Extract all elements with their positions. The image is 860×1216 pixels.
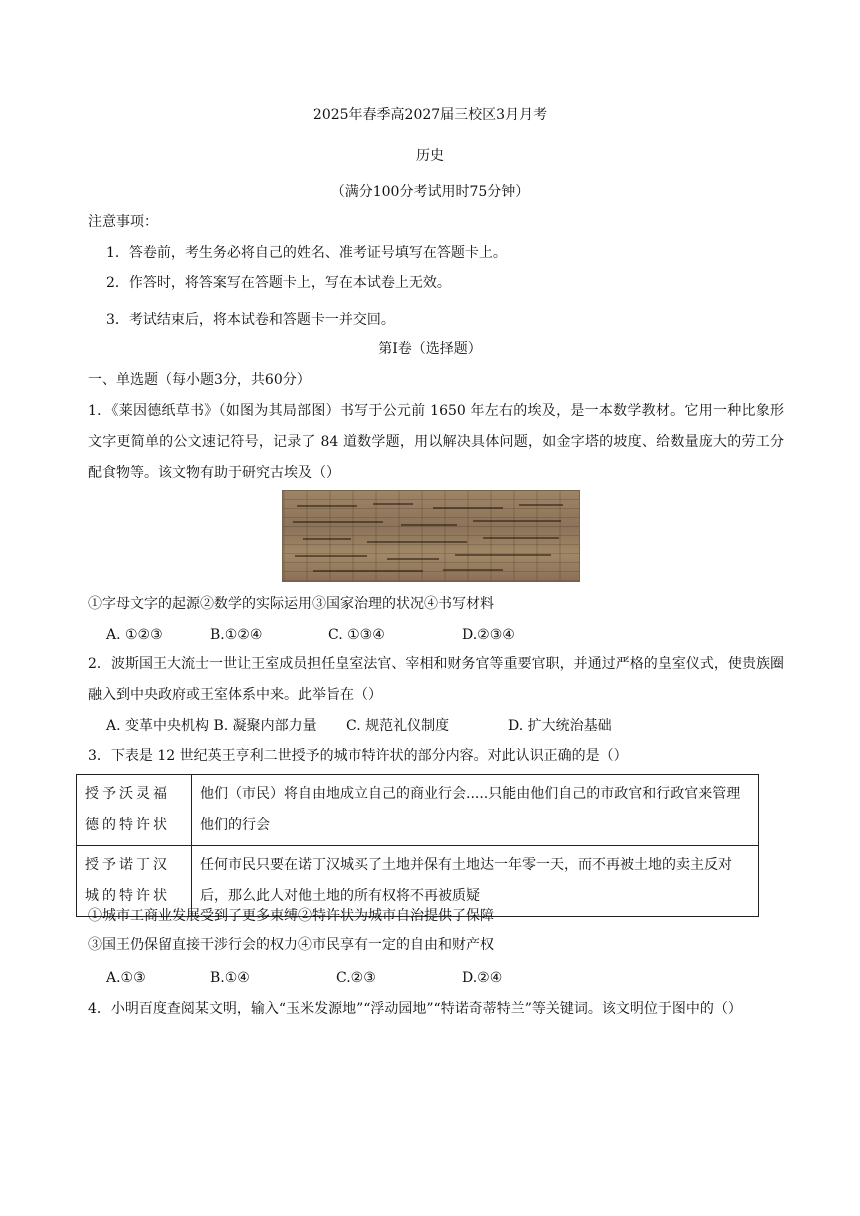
question-2-option-ab: A. 变革中央机构 B. 凝聚内部力量: [106, 718, 317, 734]
question-3-option-a: A.①③: [106, 970, 146, 986]
table-row: [77, 775, 759, 846]
question-3-option-d: D.②④: [462, 970, 503, 986]
question-2-option-c: C. 规范礼仪制度: [346, 718, 450, 734]
question-2-stem: 2．波斯国王大流士一世让王室成员担任皇室法官、宰相和财务官等重要官职，并通过严格的皇室仪式，使贵族圈融入到中央政府或王室体系中来。此举旨在（）: [88, 656, 784, 703]
question-3-stem: 3．下表是 12 世纪英王亨利二世授予的城市特许状的部分内容。对此认识正确的是（）: [88, 748, 628, 764]
subject-title: 历史: [416, 148, 444, 164]
question-3-choices-1: ①城市工商业发展受到了更多束缚②特许状为城市自治提供了保障: [88, 908, 494, 924]
table-cell-key: 授予沃灵福德的特许状: [77, 775, 192, 846]
question-2-option-d: D. 扩大统治基础: [508, 718, 612, 734]
notice-item-1: 1．答卷前，考生务必将自己的姓名、准考证号填写在答题卡上。: [106, 245, 507, 261]
question-1-option-c: C. ①③④: [328, 627, 385, 643]
table-cell-value: 他们（市民）将自由地成立自己的商业行会.....只能由他们自己的市政官和行政官来管理他们的行会: [192, 775, 759, 846]
charter-table: [76, 774, 759, 917]
question-1-choices: ①字母文字的起源②数学的实际运用③国家治理的状况④书写材料: [88, 596, 494, 612]
table-cell-key: 授予诺丁汉城的特许状: [77, 846, 192, 917]
question-1-option-b: B.①②④: [210, 627, 263, 643]
notice-item-2: 2．作答时，将答案写在答题卡上，写在本试卷上无效。: [106, 275, 451, 291]
question-3-option-c: C.②③: [336, 970, 376, 986]
exam-title: 2025年春季高2027届三校区3月月考: [312, 107, 548, 123]
exam-info: （满分100分考试用时75分钟）: [330, 184, 530, 200]
notice-heading: 注意事项：: [88, 214, 158, 230]
question-3-option-b: B.①④: [210, 970, 250, 986]
part-heading: 一、单选题（每小题3分，共60分）: [88, 372, 311, 388]
question-4-stem: 4．小明百度查阅某文明，输入“玉米发源地”“浮动园地”“特诺奇蒂特兰”等关键词。该文明位于图中的（）: [88, 1001, 742, 1017]
table-cell-value: 任何市民只要在诺丁汉城买了土地并保有土地达一年零一天，而不再被土地的卖主反对后，那么此人对他土地的所有权将不再被质疑: [192, 846, 759, 917]
notice-item-3: 3．考试结束后，将本试卷和答题卡一并交回。: [106, 312, 395, 328]
papyrus-image: [282, 490, 580, 582]
question-1-option-a: A. ①②③: [106, 627, 163, 643]
question-3-choices-2: ③国王仍保留直接干涉行会的权力④市民享有一定的自由和财产权: [88, 937, 494, 953]
question-1-option-d: D.②③④: [462, 627, 515, 643]
volume-heading: 第Ⅰ卷（选择题）: [378, 341, 482, 357]
question-1-stem: 1．《莱因德纸草书》（如图为其局部图）书写于公元前 1650 年左右的埃及，是一本数学教材。它用一种比象形文字更简单的公文速记符号，记录了 84 道数学题，用以解决具体问题，如金字塔的坡度、给数量庞大的劳工分配食物等。该文物有助于研究古埃及（）: [88, 403, 784, 481]
